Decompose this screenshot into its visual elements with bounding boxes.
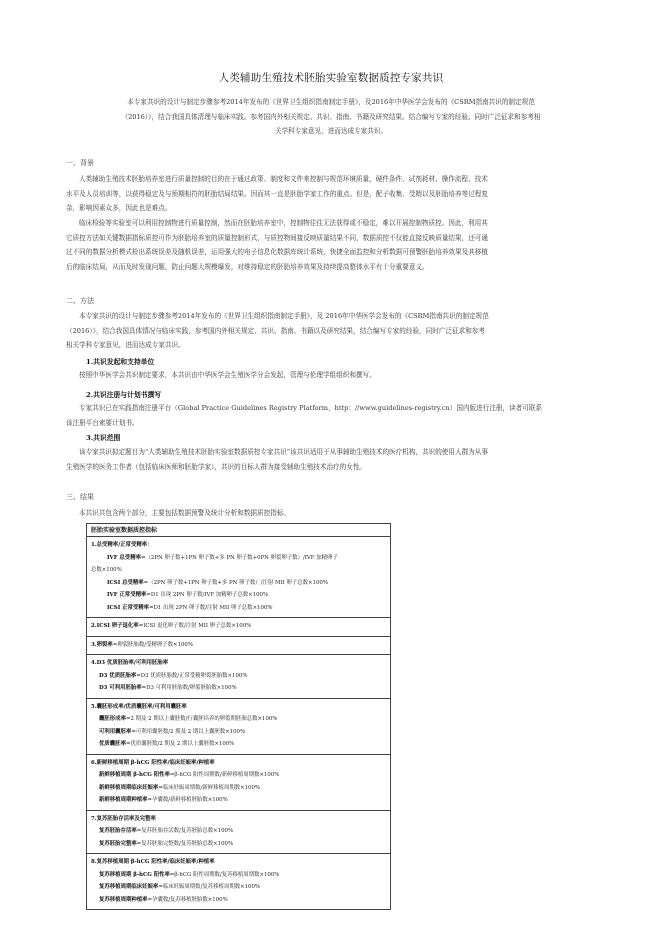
text-line: 专家共识已在实践指南注册平台（Global Practice Guidelines Registry Platform，http：//www.guidelines-registry.cn）国内版进行注册，读者可联系	[79, 404, 543, 412]
indicator-formula: =D3 优质胚胎数/正常受精卵裂胚胎数×100%	[136, 672, 248, 679]
indicator-line	[87, 620, 390, 633]
intro-line: （2016）》，结合我国具体清理与临床实践。参考国内外相关规定、共识、指南、书籍及研究结果。结合编写专家的经验。同时广泛征求和参考相	[121, 112, 541, 121]
scope-paragraph	[66, 445, 596, 474]
indicator-name: 新鲜移植周期临床妊娠率	[99, 784, 159, 791]
indicator-line	[87, 738, 390, 751]
initiator-paragraph	[66, 368, 596, 383]
table-header: 胚胎实验室数据质控指标	[87, 524, 390, 537]
indicator-formula: =D1 出现 2PN 卵子数/IVF 加精卵子总数×100%	[146, 592, 269, 598]
registration-paragraph	[66, 401, 596, 430]
indicator-name: 可利用囊胚率	[99, 728, 132, 735]
table-row	[87, 637, 390, 656]
text-line: 后的临床结局，从而及时发现问题，防止问题大规模爆发，对维持稳定的胚胎培养效果及持续提高整体水平有十分重要意义。	[66, 262, 429, 271]
indicator-name: 新鲜移植周期 β-hCG 阳性率	[99, 772, 170, 778]
indicator-name: 5.囊胚形成率/优质囊胚率/可利用囊胚率	[91, 703, 187, 710]
table-row	[87, 699, 390, 755]
intro-line: 本专家共识的设计与制定步骤参考2014年发布的《世界卫生组织指南制定手册》，及2016年中华医学会发布的《CSRM指南共识的制定规范	[127, 98, 535, 106]
text-line: 临床检验等实验室可以利用控制物进行质量控制，然而在胚胎培养室中，控制物往往无法获得或不稳定，难以开展控制物质控。因此，利用其	[79, 219, 488, 227]
indicator-name: 4.D3 优质胚胎率/可利用胚胎率	[91, 660, 169, 666]
indicator-name: D3 可利用胚胎率	[99, 685, 142, 691]
text-line: 杂，影响因素众多，因此也是难点。	[66, 204, 172, 213]
indicator-line	[87, 825, 390, 838]
indicator-line	[87, 838, 390, 851]
indicator-name: 复苏移植周期 β-hCG 阳性率	[99, 871, 170, 878]
document-title: 人类辅助生殖技术胚胎实验室数据质控专家共识	[218, 72, 444, 84]
indicator-name: D3 优质胚胎率	[99, 672, 137, 679]
text-line: 水平及人员培训等，以获得稳定及与预期相符的胚胎结局结果。因而其一直是胚胎学家工作的重点。但是，配子收集、受精以及胚胎培养等过程复	[66, 189, 488, 198]
section-heading-methods: 二、方法	[66, 297, 94, 305]
text-line: 该注册平台索要计划书。	[66, 418, 139, 427]
indicator-name: 6.新鲜移植周期 β-hCG 阳性率/临床妊娠率/种植率	[91, 759, 215, 766]
indicator-line	[87, 869, 390, 882]
indicator-name: 优质囊胚率	[99, 741, 126, 747]
indicator-formula: =β-hCG 阳性周期数/复苏移植周期数×100%	[169, 871, 280, 878]
text-line: 生殖医学的医务工作者（包括临床医师和胚胎学家），共识的目标人群为接受辅助生殖技术治疗的女性。	[66, 462, 367, 471]
section-heading-background: 一、背景	[66, 159, 94, 167]
text-line: 按照中华医学会共识制定要求，本共识由中华医学会生殖医学分会发起，管理与伦理学组组织和撰写。	[79, 371, 376, 379]
indicator-line	[87, 639, 390, 652]
intro-paragraph	[66, 95, 596, 139]
indicator-name: 囊胚形成率	[99, 716, 126, 722]
indicator-name: 复苏移植周期临床妊娠率	[99, 884, 159, 890]
indicator-line	[87, 701, 390, 714]
indicator-line	[87, 682, 390, 695]
indicator-name: 1.总受精率/正常受精率：	[91, 542, 153, 548]
indicator-formula: =优质囊胚数/2 期及 2 期以上囊胚数×100%	[125, 741, 235, 747]
indicator-line	[87, 539, 390, 552]
indicator-formula: =孕囊数/复苏移植胚胎数×100%	[147, 896, 228, 903]
indicator-line	[87, 670, 390, 683]
indicator-line	[87, 813, 390, 826]
indicator-formula: =孕囊数/新鲜移植胚胎数×100%	[147, 797, 228, 803]
indicator-name: 新鲜移植周期种植率	[99, 797, 148, 803]
indicator-name: 复苏胚胎完整率	[99, 840, 137, 847]
indicator-name: 2.ICSI 卵子退化率	[91, 623, 139, 629]
table-row	[87, 854, 390, 909]
indicator-formula: =（2PN 卵子数+1PN 卵子数+多 PN 卵子数+0PN 卵裂卵子数）/IVF 加精卵子	[140, 554, 338, 561]
indicator-line	[87, 577, 390, 590]
indicator-name: 3.卵裂率	[91, 641, 113, 648]
indicator-name: 8.复苏移植周期 β-hCG 阳性率/临床妊娠率/种植率	[91, 859, 215, 865]
table-body	[87, 537, 390, 909]
indicator-line	[87, 782, 390, 795]
subheading-registration: 2.共识注册与计划书撰写	[86, 391, 162, 399]
text-line: 过不同的数据分析模式检出系统误差及随机误差，运用强大的电子信息化数据库统计系统，快捷全面监控和分析数据可预警胚胎培养效果及其移植	[66, 248, 488, 257]
indicator-line	[87, 769, 390, 782]
table-row	[87, 655, 390, 699]
text-line: 人类辅助生殖技术胚胎培养室进行质量控制的目的在于通过政策、制度和文件来控制与规范环境质量，硬件条件、试剂耗材、操作流程、技术	[79, 175, 488, 183]
results-paragraph	[66, 506, 596, 521]
methods-paragraph	[66, 309, 596, 353]
indicator-line	[87, 757, 390, 770]
indicator-line	[87, 713, 390, 726]
indicator-name: 7.复苏胚胎存活率及完整率	[91, 815, 156, 822]
indicator-line	[87, 552, 390, 565]
indicator-line	[87, 856, 390, 869]
indicator-formula: =D3 可利用胚胎数/卵裂胚胎数×100%	[141, 685, 237, 691]
background-paragraph-1	[66, 172, 596, 216]
indicator-formula: =D1 出现 2PN 卵子数/注射 MII 卵子总数×100%	[149, 604, 273, 611]
indicator-name: 复苏胚胎存活率	[99, 828, 137, 834]
text-line: 本专家共识的设计与制定步骤参考2014年发布的《世界卫生组织指南制定手册》，及 2016年中华医学会发布的《CSRM指南共识的制定规范	[79, 312, 489, 320]
table-row	[87, 755, 390, 811]
background-paragraph-2	[66, 216, 596, 274]
indicator-name: IVF 正常受精率	[107, 592, 147, 598]
indicator-name: ICSI 正常受精率	[107, 604, 150, 611]
subheading-initiator: 1.共识发起和支持单位	[86, 358, 155, 366]
indicator-formula: =（2PN 卵子数+1PN 卵子数+多 PN 卵子数）/注射 MII 卵子总数×100%	[143, 579, 328, 586]
text-line: （2016）》，结合我国具体情况与临床实践，参考国内外相关规定、共识、指南、书籍以及研究结果，结合编写专家的经验，同时广泛征求和参考	[66, 326, 485, 335]
subheading-scope: 3.共识范围	[86, 434, 121, 442]
table-row	[87, 537, 390, 618]
indicator-name: 复苏移植周期种植率	[99, 896, 148, 903]
section-heading-results: 三、结果	[66, 493, 94, 501]
intro-line: 关学科专家意见，进而达成专家共识。	[274, 127, 388, 136]
text-line: 相关学科专家意见，进而达成专家共识。	[66, 341, 185, 350]
indicator-formula: =复苏胚胎存活数/复苏胚胎总数×100%	[136, 828, 234, 834]
indicator-formula: =可利用囊胚数/2 期及 2 期以上囊胚数×100%	[131, 728, 246, 735]
indicator-line	[87, 602, 390, 615]
table-row	[87, 811, 390, 855]
indicator-name: IVF 总受精率	[107, 554, 141, 561]
indicator-line	[87, 794, 390, 807]
text-line: 它质控方法如关键数据指标质控可作为胚胎培养室的质量控制形式，与质控物间接反映质量结果不同，数据质控不仅能直接反映质量结果，还可通	[66, 233, 488, 242]
indicator-line	[87, 894, 390, 907]
indicator-line	[87, 589, 390, 602]
indicator-formula: =临床妊娠周期数/复苏移植周期数×100%	[158, 884, 261, 890]
indicator-line	[87, 726, 390, 739]
indicator-line	[87, 881, 390, 894]
indicator-formula: =β-hCG 阳性周期数/新鲜移植周期数×100%	[169, 772, 280, 778]
text-line: 该专家共识拟定题目为“人类辅助生殖技术胚胎实验室数据质控专家共识”该共识适用于从事辅助生殖技术的医疗机构，共识的使用人群为从事	[79, 448, 488, 456]
text-line: 本共识共包含两个部分，主要包括数据预警及统计分析和数据质控指标。	[79, 509, 290, 517]
indicator-formula: =ICSI 退化卵子数/注射 MII 卵子总数×100%	[138, 623, 252, 629]
indicator-line	[87, 657, 390, 670]
indicator-formula: =卵裂胚胎数/受精卵子数×100%	[112, 641, 193, 648]
indicator-formula: =复苏胚胎完整数/复苏胚胎总数×100%	[136, 840, 234, 847]
indicator-formula: =2 期及 2 期以上囊胚数/行囊胚培养的卵裂期胚胎总数×100%	[125, 716, 278, 722]
indicator-line	[87, 564, 390, 577]
table-row	[87, 618, 390, 637]
indicator-name: ICSI 总受精率	[107, 579, 144, 586]
qc-indicator-table	[86, 523, 391, 910]
indicator-formula: =临床妊娠周期数/新鲜移植周期数×100%	[158, 784, 261, 791]
indicator-formula: 总数×100%	[91, 567, 122, 573]
